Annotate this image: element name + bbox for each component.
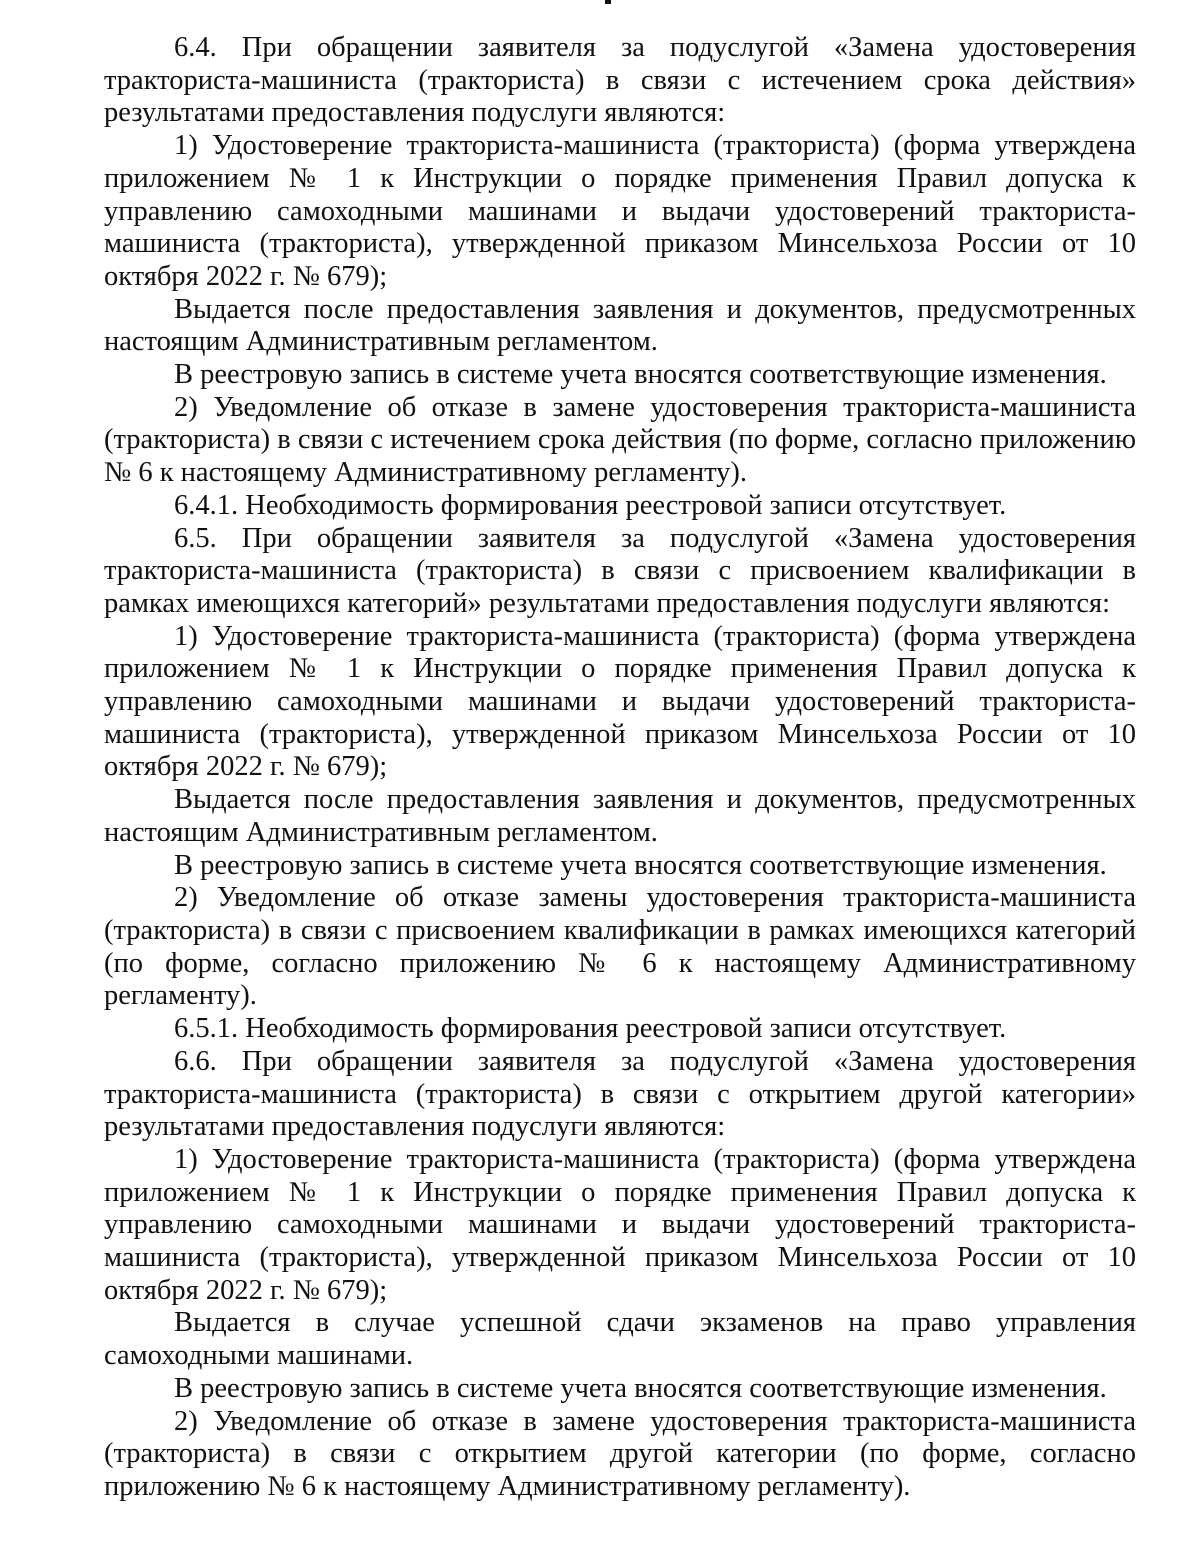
section-6-5-item-2: 2) Уведомление об отказе замены удостоверения тракториста-машиниста (тракториста) в связи с присвоением квалификации в рамках имеющихся категорий (по форме, согласно приложению № 6 к настоящему Административному регламенту).: [104, 882, 1136, 1012]
page-edge-mark: [605, 0, 611, 4]
section-6-4-item-2: 2) Уведомление об отказе в замене удостоверения тракториста-машиниста (тракториста) в связи с истечением срока действия (по форме, согласно приложению № 6 к настоящему Административному регламенту).: [104, 391, 1136, 489]
section-6-6-item-2: 2) Уведомление об отказе в замене удостоверения тракториста-машиниста (тракториста) в связи с открытием другой категории (по форме, согласно приложению № 6 к настоящему Административному регламенту).: [104, 1405, 1136, 1502]
section-6-5-issue-note: Выдается после предоставления заявления и документов, предусмотренных настоящим Административным регламентом.: [104, 784, 1136, 848]
section-6-5-registry-note: В реестровую запись в системе учета вносятся соответствующие изменения.: [174, 849, 1107, 881]
document-body: [104, 32, 1136, 1504]
section-6-6-item-1: 1) Удостоверение тракториста-машиниста (тракториста) (форма утверждена приложением № 1 к Инструкции о порядке применения Правил допуска к управлению самоходными машинами и выдачи удостоверений тракториста-машиниста (тракториста), утвержденной приказом Минсельхоза России от 10 октября 2022 г. № 679);: [104, 1143, 1136, 1306]
section-6-5-item-1: 1) Удостоверение тракториста-машиниста (тракториста) (форма утверждена приложением № 1 к Инструкции о порядке применения Правил допуска к управлению самоходными машинами и выдачи удостоверений тракториста-машиниста (тракториста), утвержденной приказом Минсельхоза России от 10 октября 2022 г. № 679);: [104, 620, 1136, 783]
section-6-6-intro: 6.6. При обращении заявителя за подуслугой «Замена удостоверения тракториста-машиниста (тракториста) в связи с открытием другой категории» результатами предоставления подуслуги являются:: [104, 1045, 1136, 1143]
section-6-6-issue-note: Выдается в случае успешной сдачи экзаменов на право управления самоходными машинами.: [104, 1307, 1136, 1372]
section-6-4-issue-note: Выдается после предоставления заявления и документов, предусмотренных настоящим Административным регламентом.: [104, 293, 1136, 358]
section-6-4-1: 6.4.1. Необходимость формирования реестровой записи отсутствует.: [174, 489, 1007, 521]
section-6-5-intro: 6.5. При обращении заявителя за подуслугой «Замена удостоверения тракториста-машиниста (тракториста) в связи с присвоением квалификации в рамках имеющихся категорий» результатами предоставления подуслуги являются:: [104, 522, 1136, 619]
section-6-4-registry-note: В реестровую запись в системе учета вносятся соответствующие изменения.: [174, 359, 1107, 391]
section-6-6-registry-note: В реестровую запись в системе учета вносятся соответствующие изменения.: [174, 1372, 1107, 1404]
section-6-5-1: 6.5.1. Необходимость формирования реестровой записи отсутствует.: [174, 1013, 1007, 1045]
section-6-4-item-1: 1) Удостоверение тракториста-машиниста (тракториста) (форма утверждена приложением № 1 к Инструкции о порядке применения Правил допуска к управлению самоходными машинами и выдачи удостоверений тракториста-машиниста (тракториста), утвержденной приказом Минсельхоза России от 10 октября 2022 г. № 679);: [104, 130, 1136, 292]
section-6-4-intro: 6.4. При обращении заявителя за подуслугой «Замена удостоверения тракториста-машиниста (тракториста) в связи с истечением срока действия» результатами предоставления подуслуги являются:: [104, 32, 1136, 129]
